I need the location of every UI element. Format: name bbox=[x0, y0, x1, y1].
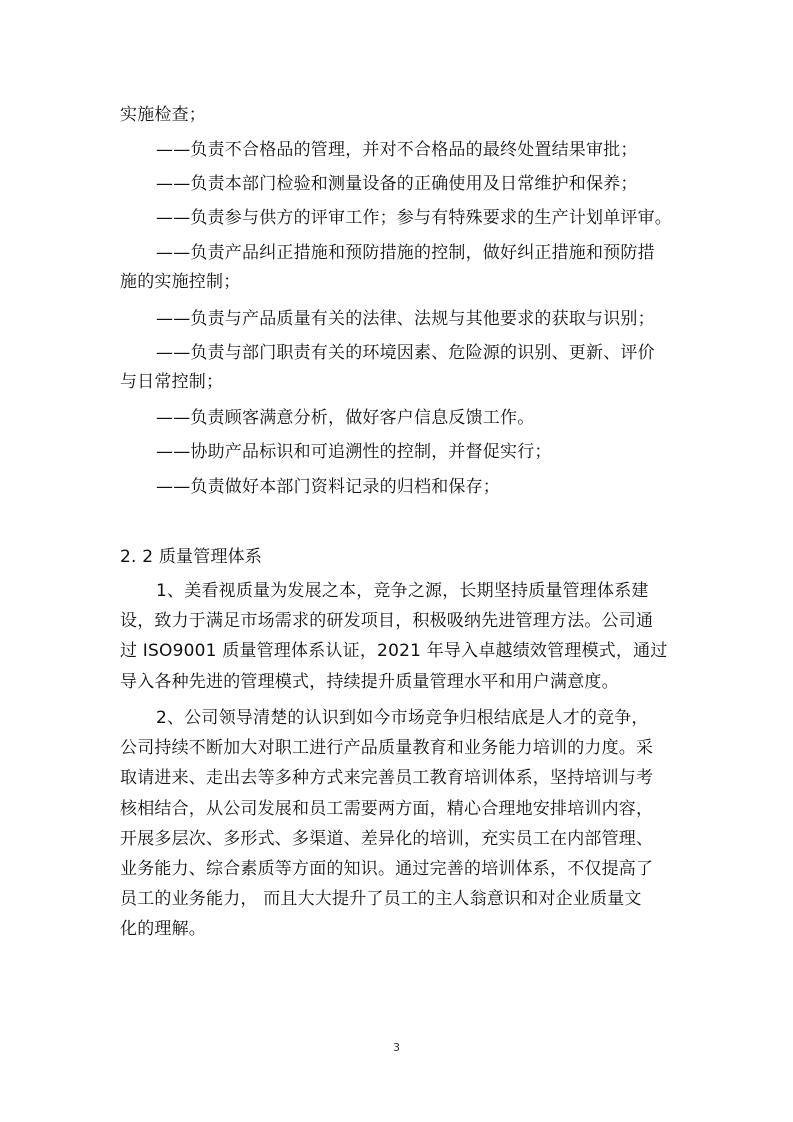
paragraph-2-line: 取请进来、走出去等多种方式来完善员工教育培训体系，坚持培训与考 bbox=[120, 768, 654, 788]
responsibility-item-continuation: 与日常控制； bbox=[120, 372, 224, 392]
paragraph-2-line: 2、公司领导清楚的认识到如今市场竞争归根结底是人才的竞争， bbox=[156, 708, 649, 728]
paragraph-2-line: 开展多层次、多形式、多渠道、差异化的培训，充实员工在内部管理、 bbox=[120, 829, 654, 849]
responsibility-item-continuation: 施的实施控制； bbox=[120, 272, 241, 292]
paragraph-1-line: 1、美看视质量为发展之本，竞争之源，长期坚持质量管理体系建 bbox=[156, 581, 649, 601]
paragraph-2-line: 员工的业务能力， 而且大大提升了员工的主人翁意识和对企业质量文 bbox=[120, 889, 642, 909]
paragraph-1-line: 导入各种先进的管理模式，持续提升质量管理水平和用户满意度。 bbox=[120, 672, 619, 692]
responsibility-item: ——负责做好本部门资料记录的归档和保存； bbox=[156, 477, 500, 497]
responsibility-item: ——协助产品标识和可追溯性的控制，并督促实行； bbox=[156, 442, 552, 462]
paragraph-2-line: 核相结合，从公司发展和员工需要两方面，精心合理地安排培训内容， bbox=[120, 799, 654, 819]
responsibility-item: ——负责不合格品的管理，并对不合格品的最终处置结果审批； bbox=[156, 140, 638, 160]
responsibility-item: ——负责本部门检验和测量设备的正确使用及日常维护和保养； bbox=[156, 174, 638, 194]
paragraph-2-line: 业务能力、综合素质等方面的知识。通过完善的培训体系，不仅提高了 bbox=[120, 859, 654, 879]
responsibility-item: ——负责顾客满意分析，做好客户信息反馈工作。 bbox=[156, 408, 535, 428]
page-number: 3 bbox=[393, 1041, 400, 1054]
paragraph-1-line: 设，致力于满足市场需求的研发项目，积极吸纳先进管理方法。公司通 bbox=[120, 611, 654, 631]
paragraph-2-line: 公司持续不断加大对职工进行产品质量教育和业务能力培训的力度。采 bbox=[120, 738, 654, 758]
responsibility-item: ——负责与部门职责有关的环境因素、危险源的识别、更新、评价 bbox=[156, 343, 655, 363]
paragraph-2-line: 化的理解。 bbox=[120, 919, 206, 939]
responsibility-item: ——负责与产品质量有关的法律、法规与其他要求的获取与识别； bbox=[156, 309, 655, 329]
responsibility-item: ——负责产品纠正措施和预防措施的控制，做好纠正措施和预防措 bbox=[156, 243, 655, 263]
responsibilities-intro: 实施检查； bbox=[120, 105, 206, 125]
paragraph-1-line: 过 ISO9001 质量管理体系认证，2021 年导入卓越绩效管理模式，通过 bbox=[120, 641, 668, 661]
responsibility-item: ——负责参与供方的评审工作；参与有特殊要求的生产计划单评审。 bbox=[156, 208, 672, 228]
section-heading: 2. 2 质量管理体系 bbox=[120, 547, 263, 567]
